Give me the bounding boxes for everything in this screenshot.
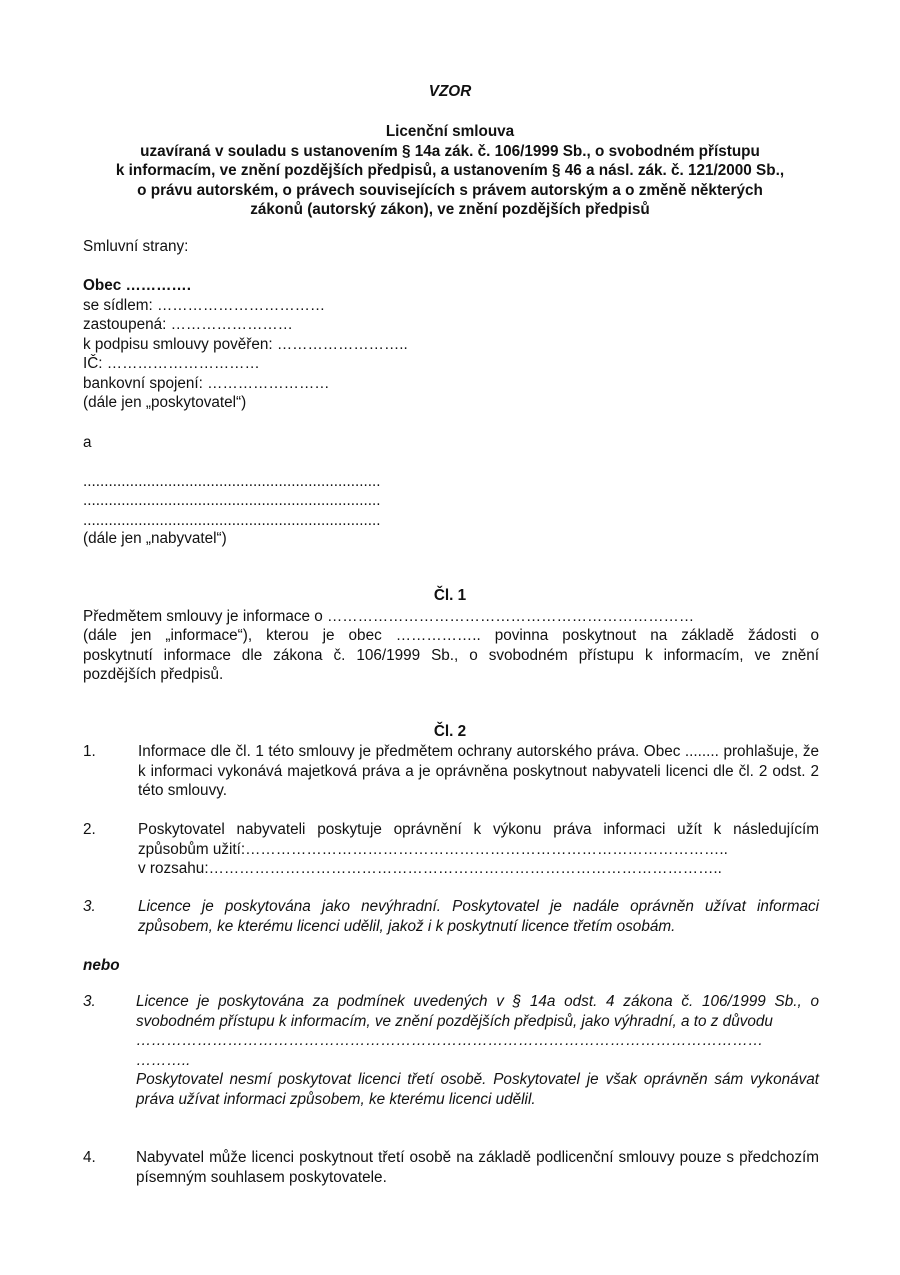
item-number: 4. xyxy=(83,1149,96,1166)
item-text xyxy=(138,820,819,879)
provider-alias: (dále jen „poskytovatel“) xyxy=(83,394,247,411)
item-text: Licence je poskytována jako nevýhradní. Poskytovatel je nadále oprávněn užívat informaci způsobem, ke kterému licenci udělil, jakož i k poskytnutí licence třetím osobám. xyxy=(138,898,819,935)
provider-name: Obec …………. xyxy=(83,277,191,294)
item-line: v rozsahu:……………………………………………………………………………………….. xyxy=(138,860,722,877)
or-label: nebo xyxy=(83,957,120,974)
item-number: 2. xyxy=(83,821,96,838)
subtitle-line: k informacím, ve znění pozdějších předpisů, a ustanovením § 46 a násl. zák. č. 121/2000 Sb., xyxy=(115,162,785,179)
item-text: Nabyvatel může licenci poskytnout třetí osobě na základě podlicenční smlouvy pouze s předchozím písemným souhlasem poskytovatele. xyxy=(136,1149,819,1186)
item-paragraph: Licence je poskytována za podmínek uvedených v § 14a odst. 4 zákona č. 106/1999 Sb., o svobodném přístupu k informacím, ve znění pozdějších předpisů, jako výhradní, a to z důvodu xyxy=(136,993,819,1030)
article-1-line: Předmětem smlouvy je informace o ……………………………………………………………… xyxy=(83,608,695,625)
item-paragraph: Poskytovatel nesmí poskytovat licenci třetí osobě. Poskytovatel je však oprávněn sám vykonávat práva užívat informaci způsobem, ke kterému licenci udělil. xyxy=(136,1071,819,1108)
provider-ic: IČ: ………………………… xyxy=(83,355,260,372)
article-2-item xyxy=(83,1148,819,1188)
article-1-line: (dále jen „informace“), kterou je obec …………….. povinna poskytnout na základě žádosti o xyxy=(83,627,819,644)
article-2-item xyxy=(83,897,819,937)
subtitle-line: o právu autorském, o právech souvisejících s právem autorským a o změně některých xyxy=(137,181,763,199)
item-dots: …………………………………………………………………………………………………………… xyxy=(136,1032,764,1049)
article-2-item xyxy=(83,820,819,880)
item-line: Poskytovatel nabyvateli poskytuje oprávnění k výkonu práva informaci užít k následujícím xyxy=(138,821,819,838)
subtitle-line: uzavíraná v souladu s ustanovením § 14a zák. č. 106/1999 Sb., o svobodném přístupu xyxy=(140,142,760,160)
acquirer-line: ...................................................................... xyxy=(83,512,381,529)
and-label: a xyxy=(83,434,92,451)
acquirer-line: ...................................................................... xyxy=(83,473,381,490)
item-number: 1. xyxy=(83,743,96,760)
template-label: VZOR xyxy=(428,83,472,100)
article-1-line: pozdějších předpisů. xyxy=(83,666,224,683)
provider-represented: zastoupená: …………………… xyxy=(83,316,293,333)
provider-authorized: k podpisu smlouvy pověřen: …………………….. xyxy=(83,336,408,353)
article-1-heading: Čl. 1 xyxy=(433,587,467,604)
acquirer-line: ...................................................................... xyxy=(83,492,381,509)
provider-bank: bankovní spojení: …………………… xyxy=(83,375,330,392)
item-number: 3. xyxy=(83,993,96,1010)
item-text: Informace dle čl. 1 této smlouvy je předmětem ochrany autorského práva. Obec ........ prohlašuje, že k informaci vykonává majetková práva a je oprávněna poskytnout nabyvateli licenci dle čl. 2 odst. 2 této smlouvy. xyxy=(138,743,819,799)
item-line: způsobům užití:………………………………………………………………………………….. xyxy=(138,840,728,858)
contract-title-block xyxy=(80,122,820,220)
subtitle-line: zákonů (autorský zákon), ve znění pozdějších předpisů xyxy=(250,201,650,218)
item-text xyxy=(136,992,819,1109)
article-2-item xyxy=(83,992,819,1132)
item-number: 3. xyxy=(83,898,96,915)
acquirer-alias: (dále jen „nabyvatel“) xyxy=(83,530,227,547)
provider-seat: se sídlem: …………………………… xyxy=(83,297,326,314)
parties-label: Smluvní strany: xyxy=(83,238,189,255)
item-dots: ……….. xyxy=(136,1051,191,1069)
article-2-item xyxy=(83,742,819,802)
article-2-heading: Čl. 2 xyxy=(433,723,467,740)
contract-title: Licenční smlouva xyxy=(385,123,515,140)
article-1-line: poskytnutí informace dle zákona č. 106/1999 Sb., o svobodném přístupu k informacím, ve znění xyxy=(83,647,819,664)
